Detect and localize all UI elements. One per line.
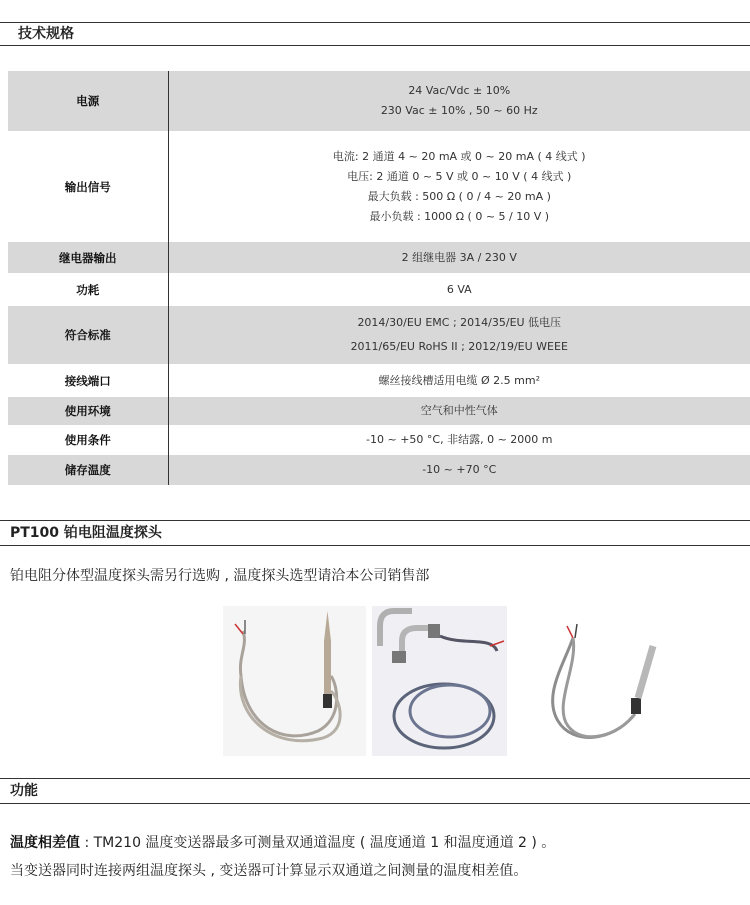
probe-image-straight bbox=[223, 606, 366, 756]
probe-image-bent bbox=[372, 606, 507, 756]
function-description-2: 当变送器同时连接两组温度探头 , 变送器可计算显示双通道之间测量的温度相差值。 bbox=[10, 863, 528, 879]
spec-label: 使用条件 bbox=[8, 425, 168, 455]
pt100-description: 铂电阻分体型温度探头需另行选购 , 温度探头选型请洽本公司销售部 bbox=[10, 568, 430, 584]
spec-row-output bbox=[8, 131, 750, 242]
spec-value: 空气和中性气体 bbox=[168, 397, 750, 425]
spec-table bbox=[8, 71, 750, 485]
spec-label: 符合标准 bbox=[8, 306, 168, 364]
spec-row-environment bbox=[8, 397, 750, 425]
spec-value: 2014/30/EU EMC ; 2014/35/EU 低电压 2011/65/EU RoHS II ; 2012/19/EU WEEE bbox=[168, 306, 750, 364]
specs-section-title: 技术规格 bbox=[0, 22, 750, 46]
function-term: 温度相差值 bbox=[10, 835, 80, 851]
spec-label: 电源 bbox=[8, 71, 168, 131]
spec-row-relay bbox=[8, 242, 750, 273]
spec-row-conditions bbox=[8, 425, 750, 455]
probe-image-cable bbox=[543, 606, 673, 756]
spec-label: 输出信号 bbox=[8, 131, 168, 242]
spec-row-power-consumption bbox=[8, 273, 750, 306]
spec-value: 2 组继电器 3A / 230 V bbox=[168, 242, 750, 273]
spec-row-power bbox=[8, 71, 750, 131]
spec-label: 功耗 bbox=[8, 273, 168, 306]
spec-label: 使用环境 bbox=[8, 397, 168, 425]
spec-label: 储存温度 bbox=[8, 455, 168, 485]
spec-row-terminal bbox=[8, 364, 750, 397]
function-section-title: 功能 bbox=[0, 778, 750, 804]
function-description-1 bbox=[10, 832, 555, 852]
function-text-1: : TM210 温度变送器最多可测量双通道温度 ( 温度通道 1 和温度通道 2 ) 。 bbox=[80, 835, 556, 851]
spec-value: 螺丝接线槽适用电缆 Ø 2.5 mm² bbox=[168, 364, 750, 397]
pt100-section-title: PT100 铂电阻温度探头 bbox=[0, 520, 750, 546]
spec-row-storage bbox=[8, 455, 750, 485]
spec-label: 继电器输出 bbox=[8, 242, 168, 273]
probe-images bbox=[0, 606, 750, 756]
spec-value: 电流: 2 通道 4 ~ 20 mA 或 0 ~ 20 mA ( 4 线式 ) 电压: 2 通道 0 ~ 5 V 或 0 ~ 10 V ( 4 线式 ) 最大负载 : 500 Ω ( 0 / 4 ~ 20 mA ) 最小负载 : 1000 Ω ( 0 ~ 5 / 10 V ) bbox=[168, 131, 750, 242]
spec-value: -10 ~ +70 °C bbox=[168, 455, 750, 485]
spec-label: 接线端口 bbox=[8, 364, 168, 397]
spec-value: 24 Vac/Vdc ± 10% 230 Vac ± 10% , 50 ~ 60 Hz bbox=[168, 71, 750, 131]
spec-value: 6 VA bbox=[168, 273, 750, 306]
spec-value: -10 ~ +50 °C, 非结露, 0 ~ 2000 m bbox=[168, 425, 750, 455]
spec-row-standards bbox=[8, 306, 750, 364]
